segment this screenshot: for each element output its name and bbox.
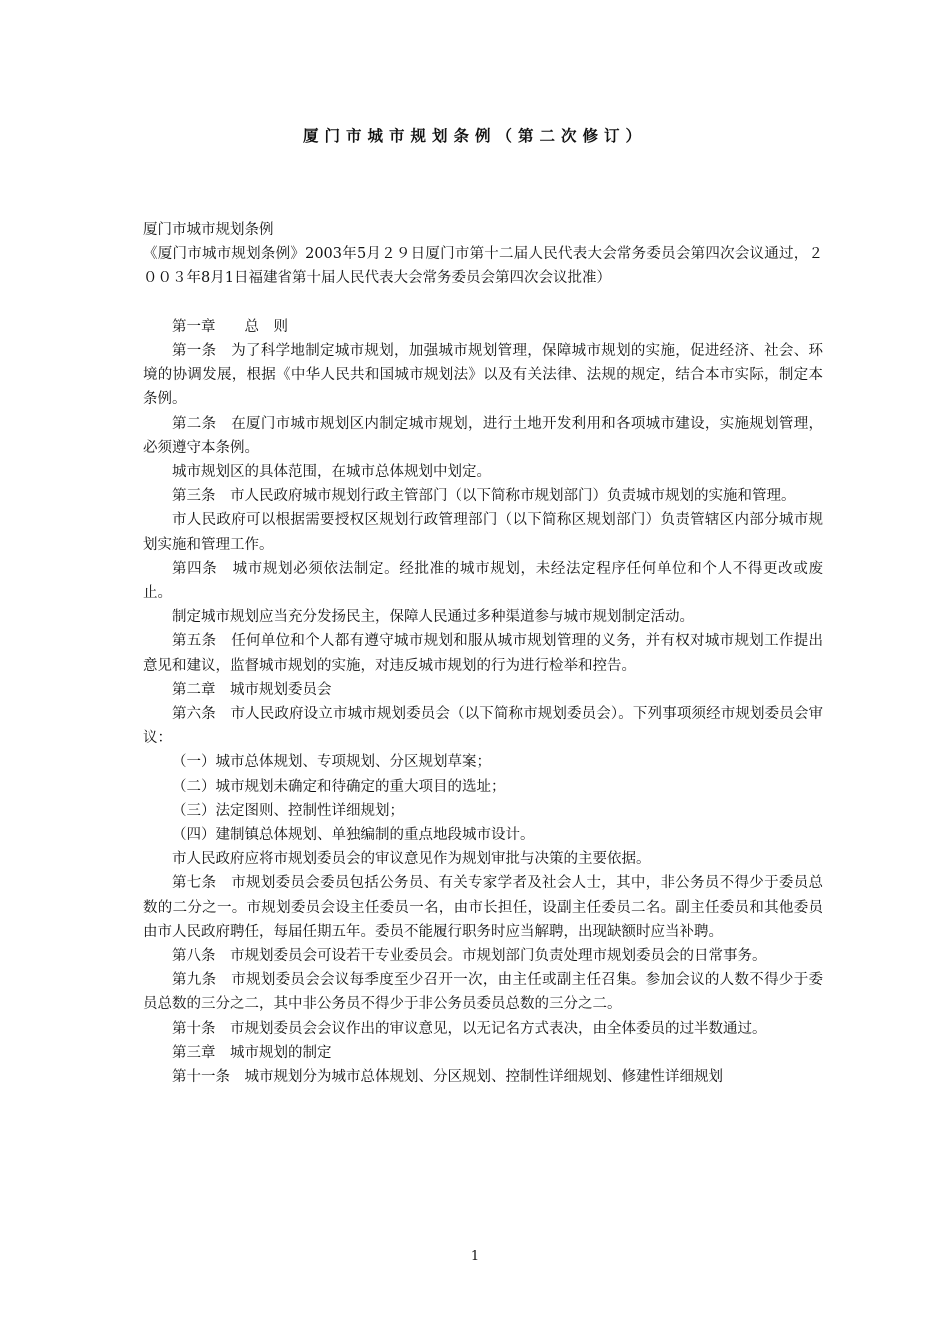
article-paragraph: 第二条 在厦门市城市规划区内制定城市规划，进行土地开发利用和各项城市建设，实施规划管理，必须遵守本条例。 — [143, 415, 823, 456]
document-body — [143, 218, 823, 1089]
page-number: 1 — [470, 1249, 480, 1264]
article-paragraph: 第五条 任何单位和个人都有遵守城市规划和服从城市规划管理的义务，并有权对城市规划工作提出意见和建议，监督城市规划的实施，对违反城市规划的行为进行检举和控告。 — [143, 633, 823, 674]
chapter-heading: 第三章 城市规划的制定 — [172, 1044, 332, 1061]
article-paragraph: 第八条 市规划委员会可设若干专业委员会。市规划部门负责处理市规划委员会的日常事务。 — [172, 948, 767, 965]
article-paragraph: 市人民政府应将市规划委员会的审议意见作为规划审批与决策的主要依据。 — [172, 851, 651, 868]
article-paragraph: 第七条 市规划委员会委员包括公务员、有关专家学者及社会人士，其中，非公务员不得少于委员总数的二分之一。市规划委员会设主任委员一名，由市长担任，设副主任委员二名。副主任委员和其他委员由市人民政府聘任，每届任期五年。委员不能履行职务时应当解聘，出现缺额时应当补聘。 — [143, 875, 823, 940]
list-item: （四）建制镇总体规划、单独编制的重点地段城市设计。 — [172, 827, 535, 844]
article-paragraph: 市人民政府可以根据需要授权区规划行政管理部门（以下简称区规划部门）负责管辖区内部分城市规划实施和管理工作。 — [143, 512, 823, 553]
list-item: （三）法定图则、控制性详细规划； — [172, 802, 404, 819]
article-paragraph: 第三条 市人民政府城市规划行政主管部门（以下简称市规划部门）负责城市规划的实施和管理。 — [172, 488, 796, 505]
article-paragraph: 制定城市规划应当充分发扬民主，保障人民通过多种渠道参与城市规划制定活动。 — [172, 609, 694, 626]
article-paragraph: 第四条 城市规划必须依法制定。经批准的城市规划，未经法定程序任何单位和个人不得更改或废止。 — [143, 560, 823, 602]
spacer — [143, 291, 823, 315]
chapter-heading: 第一章 总 则 — [172, 318, 288, 335]
adoption-note: 《厦门市城市规划条例》2003年5月２９日厦门市第十二届人民代表大会常务委员会第四次会议通过，２００３年8月1日福建省第十届人民代表大会常务委员会第四次会议批准） — [143, 246, 823, 287]
article-paragraph: 第六条 市人民政府设立市城市规划委员会（以下简称市规划委员会）。下列事项须经市规划委员会审议： — [143, 706, 823, 747]
regulation-name: 厦门市城市规划条例 — [143, 222, 274, 238]
article-paragraph: 第十条 市规划委员会会议作出的审议意见，以无记名方式表决，由全体委员的过半数通过。 — [172, 1020, 767, 1037]
list-item: （一）城市总体规划、专项规划、分区规划草案； — [172, 754, 491, 771]
article-paragraph: 第九条 市规划委员会会议每季度至少召开一次，由主任或副主任召集。参加会议的人数不得少于委员总数的三分之二，其中非公务员不得少于非公务员委员总数的三分之二。 — [143, 972, 823, 1013]
article-paragraph: 第十一条 城市规划分为城市总体规划、分区规划、控制性详细规划、修建性详细规划 — [172, 1069, 723, 1086]
list-item: （二）城市规划未确定和待确定的重大项目的选址； — [172, 778, 506, 795]
document-title: 厦门市城市规划条例（第二次修订） — [302, 127, 647, 145]
article-paragraph: 第一条 为了科学地制定城市规划，加强城市规划管理，保障城市规划的实施，促进经济、社会、环境的协调发展，根据《中华人民共和国城市规划法》以及有关法律、法规的规定，结合本市实际，制定本条例。 — [143, 343, 823, 408]
chapter-heading: 第二章 城市规划委员会 — [172, 681, 332, 698]
article-paragraph: 城市规划区的具体范围，在城市总体规划中划定。 — [172, 464, 491, 481]
